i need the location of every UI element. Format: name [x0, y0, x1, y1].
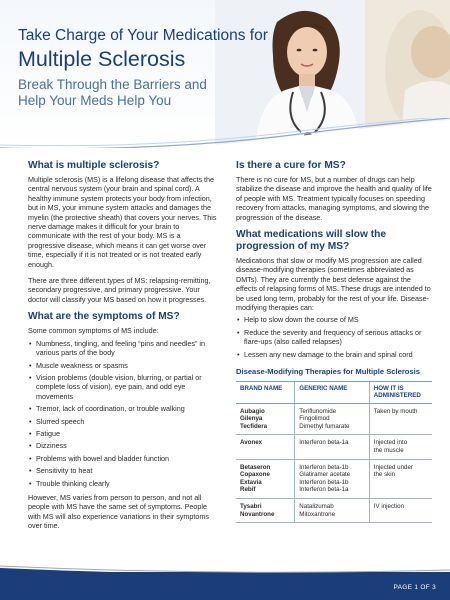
table-title: Disease-Modifying Therapies for Multiple Sclerosis: [236, 367, 420, 377]
table-cell-generic: Natalizumab Mitoxantrone: [295, 499, 369, 523]
paragraph-medications: Medications that slow or modify MS progression are called disease-modifying therapies (sometimes abbreviated as DMTs). They are currently the best defense against the effects of relapsing forms of MS. These drugs are intended to be used long term, probably for the rest of your life. Disease-modifying therapies can:: [236, 256, 431, 313]
table-cell-generic: Interferon beta-1b Glatiramer acetate Interferon beta-1b Interferon beta-1a: [295, 459, 369, 498]
table-cell-brand: Betaseron Copaxone Extavia Rebif: [236, 459, 295, 498]
header-title-line1: Take Charge of Your Medications for: [18, 27, 268, 44]
table-header-admin: HOW IT IS ADMINISTERED: [369, 381, 432, 403]
table-cell-admin: Taken by mouth: [369, 403, 432, 435]
left-column: [28, 160, 218, 538]
right-column: [236, 160, 432, 523]
page-header: [0, 0, 450, 148]
list-item: • Help to slow down the course of MS: [236, 315, 432, 324]
paragraph-symptoms-outro: However, MS varies from person to person, and not all people with MS have the same set of symptoms. People with MS will also experience variations in their symptoms over time.: [28, 492, 209, 531]
table-cell-brand: Avonex: [236, 435, 295, 459]
paragraph-what-is-ms: Multiple sclerosis (MS) is a lifelong disease that affects the central nervous system (your brain and spinal cord). A healthy immune system protects your body from infection, but in MS, your immune system attacks and damages the myelin (the protective sheath) that covers your nerves. This nerve damage makes it difficult for your brain to communicate with the rest of your body. MS is a progressive disease, which means it can get worse over time, especially if it is not treated or is not treated early enough.: [28, 175, 217, 269]
table-row: [236, 403, 432, 435]
heading-symptoms: What are the symptoms of MS?: [28, 311, 180, 323]
list-item: • Dizziness: [28, 441, 218, 450]
heading-cure: Is there a cure for MS?: [236, 160, 346, 171]
list-item: • Sensitivity to heat: [28, 466, 218, 475]
dmt-table: [236, 381, 432, 524]
table-header-row: [236, 381, 432, 403]
page-number: PAGE 1 OF 3: [393, 584, 436, 591]
table-cell-brand: Tysabri Novantrone: [236, 499, 295, 523]
footer-curve: [0, 562, 450, 578]
list-item: • Reduce the severity and frequency of serious attacks or flare-ups (also called relapses): [236, 328, 432, 347]
header-subtitle: Break Through the Barriers and Help Your Meds Help You: [18, 77, 207, 108]
list-item: • Vision problems (double vision, blurring, or partial or complete loss of vision), eye pain, and odd eye movements: [28, 373, 218, 401]
heading-medications-line1: What medications will slow the: [236, 229, 387, 241]
heading-medications-line2: progression of my MS?: [236, 241, 350, 253]
table-row: [236, 499, 432, 523]
list-item: • Numbness, tingling, and feeling “pins and needles” in various parts of the body: [28, 339, 218, 358]
list-item: • Muscle weakness or spasms: [28, 361, 218, 370]
table-header-generic: GENERIC NAME: [295, 381, 369, 403]
page-footer: [0, 562, 450, 600]
table-cell-brand: Aubagio Gilenya Tecfidera: [236, 403, 295, 435]
dmt-benefits-list: [236, 315, 432, 359]
paragraph-ms-types: There are three different types of MS: relapsing-remitting, secondary progressive, and primary progressive. Your doctor will classify your MS based on how it progresses.: [28, 276, 211, 304]
list-item: • Tremor, lack of coordination, or trouble walking: [28, 404, 218, 413]
symptoms-list: [28, 339, 218, 488]
paragraph-cure: There is no cure for MS, but a number of drugs can help stabilize the disease and improve the health and quality of life of people with MS. Treatment typically focuses on speeding recovery from attacks, managing symptoms, and slowing the progression of the disease.: [236, 175, 432, 222]
list-item: • Lessen any new damage to the brain and spinal cord: [236, 350, 432, 359]
paragraph-symptoms-intro: Some common symptoms of MS include:: [28, 326, 159, 336]
heading-medications: [236, 229, 432, 253]
table-cell-generic: Interferon beta-1a: [295, 435, 369, 459]
table-header-brand: BRAND NAME: [236, 381, 295, 403]
header-wave-divider: [0, 118, 450, 148]
list-item: • Fatigue: [28, 429, 218, 438]
table-cell-admin: IV injection: [369, 499, 432, 523]
list-item: • Problems with bowel and bladder function: [28, 454, 218, 463]
table-cell-generic: Teriflunomide Fingolimod Dimethyl fumarate: [295, 403, 369, 435]
table-row: [236, 459, 432, 498]
table-cell-admin: Injected into the muscle: [369, 435, 432, 459]
list-item: • Trouble thinking clearly: [28, 479, 218, 488]
list-item: • Slurred speech: [28, 417, 218, 426]
header-title-line2: Multiple Sclerosis: [18, 47, 186, 71]
heading-what-is-ms: What is multiple sclerosis?: [28, 160, 160, 171]
table-row: [236, 435, 432, 459]
table-cell-admin: Injected under the skin: [369, 459, 432, 498]
